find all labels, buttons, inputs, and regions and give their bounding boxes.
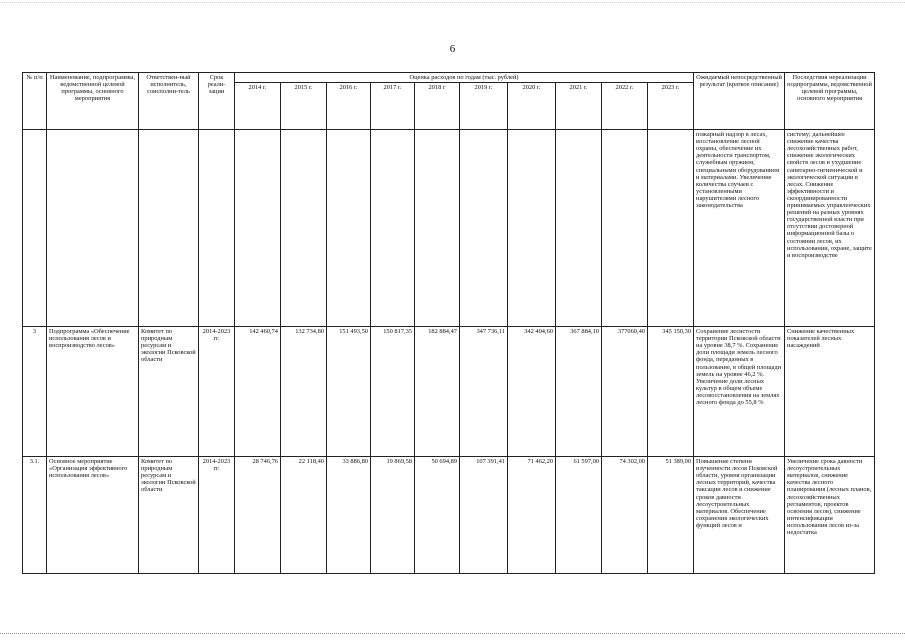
row-executor: Комитет по природным ресурсам и экологии Псковской области bbox=[139, 457, 199, 574]
value-cell: 71 462,20 bbox=[508, 457, 556, 574]
value-cell bbox=[327, 130, 371, 327]
value-cell bbox=[415, 130, 460, 327]
header-executor: Ответствен-ный исполнитель, соисполни-тель bbox=[139, 73, 199, 130]
value-cell: 50 694,89 bbox=[415, 457, 460, 574]
value-cell: 347 736,11 bbox=[460, 327, 508, 457]
row-result: пожарный надзор в лесах, восстановление лесной охраны, обеспечение их деятельности транспортом, служебным оружием, специальными оборудованием и материалами. Увеличение количества случаев с установленными нарушителями лесного законодательства bbox=[694, 130, 785, 327]
row-executor bbox=[139, 130, 199, 327]
value-cell bbox=[460, 130, 508, 327]
header-year: 2019 г. bbox=[460, 83, 508, 130]
value-cell bbox=[556, 130, 602, 327]
row-result: Повышение степени изученности лесов Псковской области, уровня организации лесных территорий, качества таксации лесов и снижение сроков давности лесоустроительных материалов. Обеспечение сохранения экологических функций лесов и bbox=[694, 457, 785, 574]
value-cell: 142 460,74 bbox=[235, 327, 281, 457]
value-cell bbox=[648, 130, 694, 327]
table-row bbox=[23, 130, 875, 327]
row-executor: Комитет по природным ресурсам и экологии Псковской области bbox=[139, 327, 199, 457]
row-consequences: Увеличение срока давности лесоустроительных материалов, снижение качества лесного планирования (лесных планов, лесохозяйственных регламентов, проектов освоения лесов), снижение интенсификации использования лесов из-за недостатка bbox=[785, 457, 875, 574]
table-row bbox=[23, 457, 875, 574]
header-year: 2016 г. bbox=[327, 83, 371, 130]
value-cell: 74 302,00 bbox=[602, 457, 648, 574]
value-cell bbox=[602, 130, 648, 327]
value-cell: 377060,40 bbox=[602, 327, 648, 457]
row-term: 2014-2023 гг. bbox=[199, 457, 235, 574]
value-cell: 182 884,47 bbox=[415, 327, 460, 457]
value-cell: 107 391,41 bbox=[460, 457, 508, 574]
row-result: Сохранение лесистости территории Псковской области на уровне 38,7 %. Сохранение доли площади земель лесного фонда, переданных в пользование, в общей площади земель на уровне 46,2 %. Увеличение доли лесных культур в общем объеме лесовосстановления на землях лесного фонда до 55,8 % bbox=[694, 327, 785, 457]
value-cell: 22 118,40 bbox=[281, 457, 327, 574]
value-cell bbox=[508, 130, 556, 327]
row-consequences: Снижение качественных показателей лесных насаждений bbox=[785, 327, 875, 457]
value-cell: 33 886,80 bbox=[327, 457, 371, 574]
header-year: 2021 г. bbox=[556, 83, 602, 130]
value-cell: 342 404,60 bbox=[508, 327, 556, 457]
value-cell bbox=[371, 130, 415, 327]
value-cell bbox=[235, 130, 281, 327]
header-year: 2023 г. bbox=[648, 83, 694, 130]
row-num: 3 bbox=[23, 327, 47, 457]
page-number: 6 bbox=[449, 43, 456, 55]
row-term bbox=[199, 130, 235, 327]
header-term: Срок реали-зации bbox=[199, 73, 235, 130]
expense-table bbox=[22, 72, 875, 574]
header-result: Ожидаемый непосредственный результат (краткое описание) bbox=[694, 73, 785, 130]
header-estimate: Оценка расходов по годам (тыс. рублей) bbox=[235, 73, 694, 83]
header-name: Наименование, подпрограммы, ведомственной целевой программы, основного мероприятия bbox=[47, 73, 139, 130]
header-consequences: Последствия нереализации подпрограммы, ведомственной целевой программы, основного мероприятия bbox=[785, 73, 875, 130]
row-term: 2014-2023 гг. bbox=[199, 327, 235, 457]
value-cell: 150 817,35 bbox=[371, 327, 415, 457]
header-year: 2017 г. bbox=[371, 83, 415, 130]
header-year: 2018 г bbox=[415, 83, 460, 130]
row-name bbox=[47, 130, 139, 327]
row-consequences: систему; дальнейшее снижение качества лесохозяйственных работ, снижение экологических свойств лесов и ухудшение санитарно-гигиенической и экологической ситуации в лесах. Снижение эффективности и скоординированности принимаемых управленческих решений на разных уровнях государственной власти при отсутствии достоверной информационной базы о состоянии лесов, их использовании, охране, защите и воспроизводстве bbox=[785, 130, 875, 327]
value-cell: 28 746,76 bbox=[235, 457, 281, 574]
value-cell: 367 884,10 bbox=[556, 327, 602, 457]
value-cell: 345 150,30 bbox=[648, 327, 694, 457]
value-cell: 19 869,58 bbox=[371, 457, 415, 574]
row-name: Подпрограмма «Обеспечение использования лесов и воспроизводство лесов» bbox=[47, 327, 139, 457]
scan-edge-bottom bbox=[0, 633, 905, 635]
header-year: 2020 г. bbox=[508, 83, 556, 130]
row-num bbox=[23, 130, 47, 327]
header-year: 2022 г. bbox=[602, 83, 648, 130]
row-num: 3.1. bbox=[23, 457, 47, 574]
value-cell: 132 734,80 bbox=[281, 327, 327, 457]
value-cell: 61 597,00 bbox=[556, 457, 602, 574]
value-cell: 51 389,00 bbox=[648, 457, 694, 574]
header-num: № п/п bbox=[23, 73, 47, 130]
scan-edge-top bbox=[0, 2, 905, 4]
value-cell bbox=[281, 130, 327, 327]
header-year: 2015 г. bbox=[281, 83, 327, 130]
header-year: 2014 г. bbox=[235, 83, 281, 130]
row-name: Основное мероприятие «Организация эффективного использования лесов» bbox=[47, 457, 139, 574]
value-cell: 151 493,50 bbox=[327, 327, 371, 457]
table-row bbox=[23, 327, 875, 457]
